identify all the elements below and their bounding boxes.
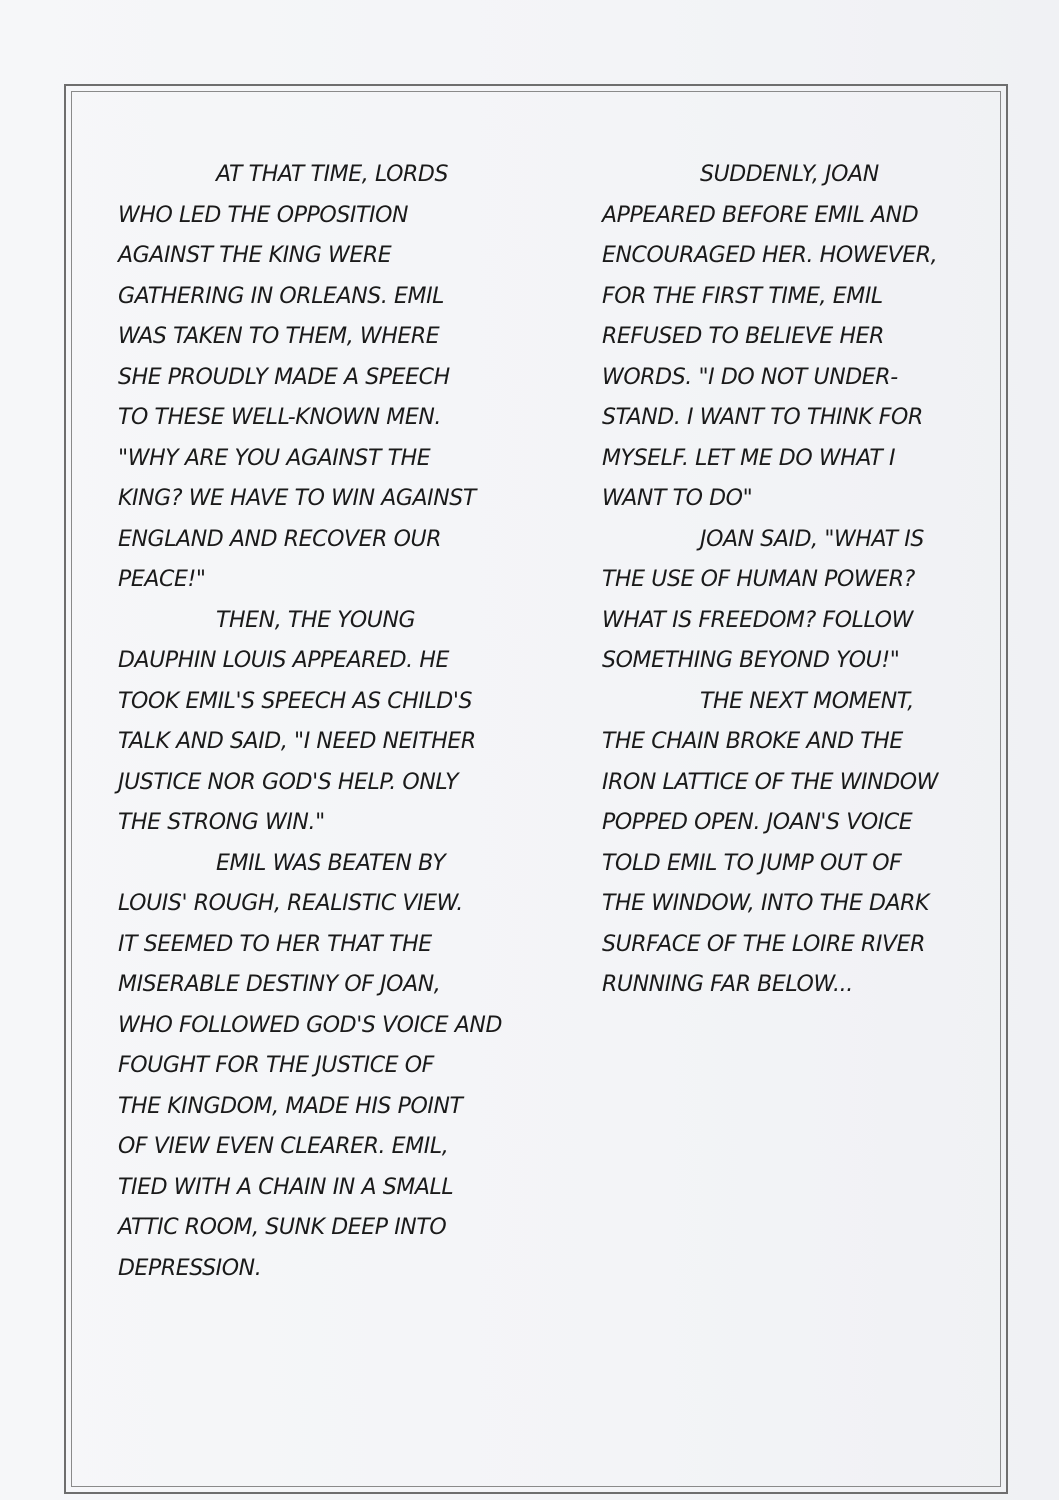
text-line: AGAINST THE KING WERE (118, 243, 392, 268)
text-line: WORDS. "I DO NOT UNDER- (602, 364, 898, 390)
text-line: AT THAT TIME, LORDS (216, 162, 449, 187)
text-line: KING? WE HAVE TO WIN AGAINST (118, 486, 476, 511)
text-line: WHAT IS FREEDOM? FOLLOW (602, 607, 913, 633)
text-line: SUDDENLY, JOAN (700, 162, 879, 187)
text-line: GATHERING IN ORLEANS. EMIL (118, 283, 445, 309)
text-line: EMIL WAS BEATEN BY (216, 850, 446, 876)
text-line: "WHY ARE YOU AGAINST THE (118, 445, 431, 471)
text-line: JUSTICE NOR GOD'S HELP. ONLY (118, 769, 459, 795)
text-line: FOUGHT FOR THE JUSTICE OF (118, 1053, 434, 1078)
text-line: MISERABLE DESTINY OF JOAN, (118, 972, 441, 997)
text-line: WANT TO DO" (602, 486, 753, 511)
text-line: WAS TAKEN TO THEM, WHERE (118, 324, 440, 349)
text-line: SOMETHING BEYOND YOU!" (602, 648, 900, 673)
text-line: THE NEXT MOMENT, (700, 688, 914, 714)
text-line: THE USE OF HUMAN POWER? (602, 567, 915, 592)
text-line: THE STRONG WIN." (118, 810, 325, 835)
text-line: DEPRESSION. (118, 1255, 262, 1281)
text-line: FOR THE FIRST TIME, EMIL (602, 283, 883, 309)
right-text-column (602, 155, 992, 1006)
text-line: TOLD EMIL TO JUMP OUT OF (602, 850, 902, 876)
text-line: ENCOURAGED HER. HOWEVER, (602, 243, 938, 268)
text-line: TIED WITH A CHAIN IN A SMALL (118, 1174, 454, 1200)
text-line: THE WINDOW, INTO THE DARK (602, 891, 930, 916)
text-line: PEACE!" (118, 567, 206, 592)
text-line: IT SEEMED TO HER THAT THE (118, 931, 432, 957)
text-line: LOUIS' ROUGH, REALISTIC VIEW. (118, 891, 463, 916)
text-line: WHO LED THE OPPOSITION (118, 202, 409, 228)
text-line: REFUSED TO BELIEVE HER (602, 324, 885, 349)
text-line: SHE PROUDLY MADE A SPEECH (118, 364, 450, 390)
text-line: DAUPHIN LOUIS APPEARED. HE (118, 648, 449, 673)
text-line: TO THESE WELL-KNOWN MEN. (118, 405, 442, 430)
text-line: THEN, THE YOUNG (216, 607, 416, 633)
text-line: OF VIEW EVEN CLEARER. EMIL, (118, 1134, 449, 1159)
left-text-column (118, 155, 538, 1289)
text-line: ENGLAND AND RECOVER OUR (118, 526, 442, 552)
text-line: STAND. I WANT TO THINK FOR (602, 405, 923, 430)
text-line: THE KINGDOM, MADE HIS POINT (118, 1093, 463, 1119)
text-line: JOAN SAID, "WHAT IS (700, 526, 924, 552)
text-line: ATTIC ROOM, SUNK DEEP INTO (118, 1215, 447, 1240)
text-line: THE CHAIN BROKE AND THE (602, 729, 903, 754)
text-line: MYSELF. LET ME DO WHAT I (602, 445, 896, 471)
text-line: IRON LATTICE OF THE WINDOW (602, 769, 939, 795)
text-line: TALK AND SAID, "I NEED NEITHER (118, 729, 476, 754)
text-line: POPPED OPEN. JOAN'S VOICE (602, 810, 913, 835)
text-line: APPEARED BEFORE EMIL AND (602, 202, 919, 228)
text-line: RUNNING FAR BELOW... (602, 972, 853, 997)
text-line: WHO FOLLOWED GOD'S VOICE AND (118, 1012, 502, 1038)
text-line: TOOK EMIL'S SPEECH AS CHILD'S (118, 688, 473, 714)
text-line: SURFACE OF THE LOIRE RIVER (602, 931, 926, 957)
